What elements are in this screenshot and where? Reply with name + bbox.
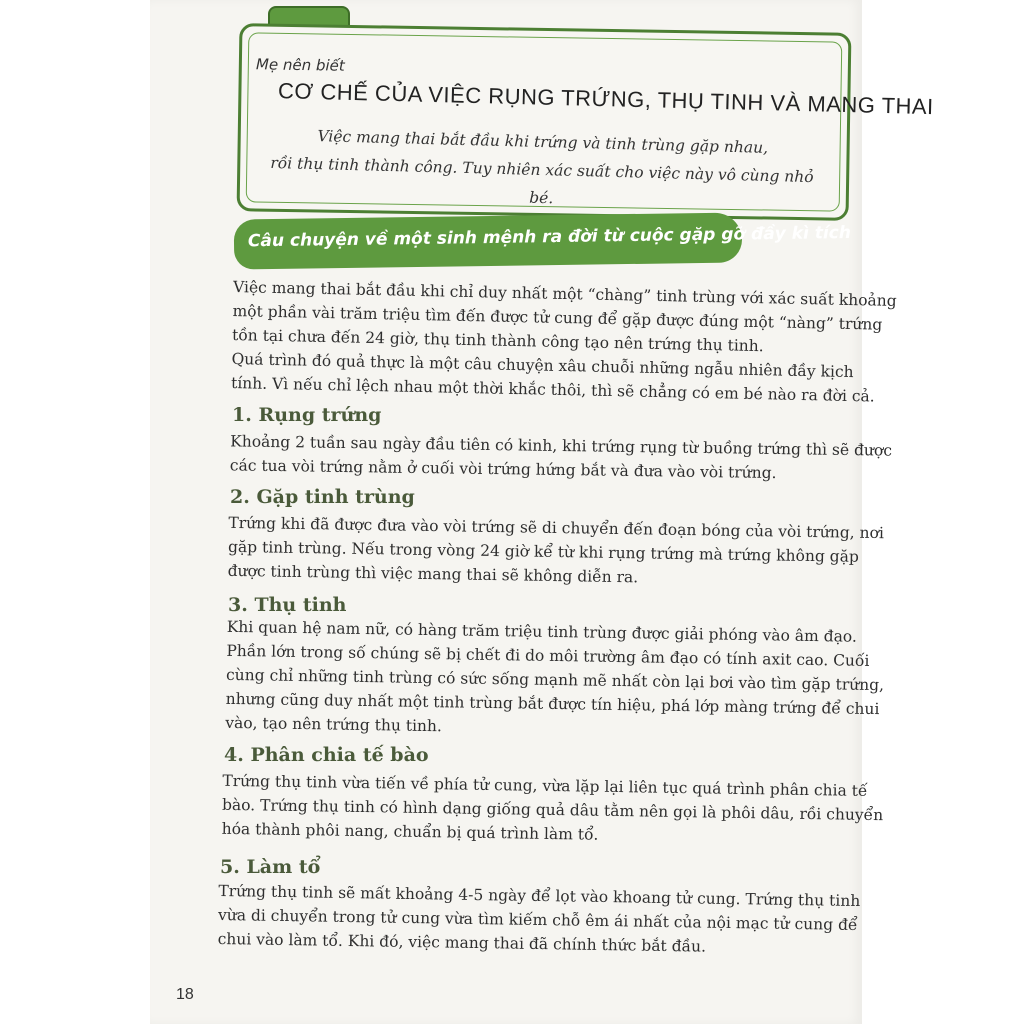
text-line: vừa di chuyển trong tử cung vừa tìm kiếm chỗ êm ái nhất của nội mạc tử cung để [217,905,858,935]
text-line: Quá trình đó quả thực là một câu chuyện xâu chuỗi những ngẫu nhiên đầy kịch [231,350,854,382]
text-line: Khoảng 2 tuần sau ngày đầu tiên có kinh, khi trứng rụng từ buồng trứng thì sẽ được [230,432,893,460]
section-text-3 [225,615,885,745]
text-line: vào, tạo nên trứng thụ tinh. [225,713,443,736]
text-line: các tua vòi trứng nằm ở cuối vòi trứng hứng bắt và đưa vào vòi trứng. [229,456,777,483]
page-number: 18 [176,986,194,1003]
section-text-1 [230,429,892,486]
section-heading-2: 2. Gặp tinh trùng [230,486,415,508]
box-intro-line: rồi thụ tinh thành công. Tuy nhiên xác suất cho việc này vô cùng nhỏ bé. [270,153,814,208]
text-line: Trứng thụ tinh sẽ mất khoảng 4-5 ngày để lọt vào khoang tử cung. Trứng thụ tinh [218,881,861,911]
section-text-2 [227,511,884,593]
text-line: Phần lớn trong số chúng sẽ bị chết đi do môi trường âm đạo có tính axit cao. Cuối [226,641,870,670]
text-line: Trứng khi đã được đưa vào vòi trứng sẽ di chuyển đến đoạn bóng của vòi trứng, nơi [228,513,885,543]
banner-text: Câu chuyện về một sinh mệnh ra đời từ cuộc gặp gỡ đầy kì tích [247,222,852,252]
intro-paragraph [231,275,897,409]
text-line: Khi quan hệ nam nữ, có hàng trăm triệu tinh trùng được giải phóng vào âm đạo. [226,617,858,646]
box-label: Mẹ nên biết [255,55,345,75]
section-heading-1: 1. Rụng trứng [232,404,382,426]
section-heading-3: 3. Thụ tinh [228,594,347,616]
section-text-4 [221,769,883,851]
text-line: được tinh trùng thì việc mang thai sẽ không diễn ra. [227,561,639,587]
box-title: CƠ CHẾ CỦA VIỆC RỤNG TRỨNG, THỤ TINH VÀ MANG THAI [277,78,935,120]
section-text-5 [217,879,860,961]
text-line: nhưng cũng duy nhất một tinh trùng bắt được tín hiệu, phá lớp màng trứng để chui [225,689,880,719]
text-line: tồn tại chưa đến 24 giờ, thụ tinh thành công tạo nên trứng thụ tinh. [231,326,764,356]
text-line: hóa thành phôi nang, chuẩn bị quá trình làm tổ. [221,819,599,844]
section-heading-5: 5. Làm tổ [220,856,321,878]
text-line: tính. Vì nếu chỉ lệch nhau một thời khắc thôi, thì sẽ chẳng có em bé nào ra đời cả. [230,374,875,406]
box-intro-line: Việc mang thai bắt đầu khi trứng và tinh trùng gặp nhau, [317,127,769,157]
text-line: chui vào làm tổ. Khi đó, việc mang thai đã chính thức bắt đầu. [217,929,707,956]
text-line: Việc mang thai bắt đầu khi chỉ duy nhất một “chàng” tinh trùng với xác suất khoảng [232,278,897,310]
text-line: cùng chỉ những tinh trùng có sức sống mạnh mẽ nhất còn lại bơi vào tìm gặp trứng, [225,665,885,695]
text-line: bào. Trứng thụ tinh có hình dạng giống quả dâu tằm nên gọi là phôi dâu, rồi chuyển [221,795,884,825]
section-heading-4: 4. Phân chia tế bào [224,744,429,766]
text-line: Trứng thụ tinh vừa tiến về phía tử cung, vừa lặp lại liên tục quá trình phân chia tế [222,771,868,800]
section-banner [234,212,852,269]
text-line: gặp tinh trùng. Nếu trong vòng 24 giờ kể từ khi rụng trứng mà trứng không gặp [227,537,859,566]
text-line: một phần vài trăm triệu tìm đến được tử cung để gặp được đúng một “nàng” trứng [232,302,883,334]
box-intro [261,121,823,220]
